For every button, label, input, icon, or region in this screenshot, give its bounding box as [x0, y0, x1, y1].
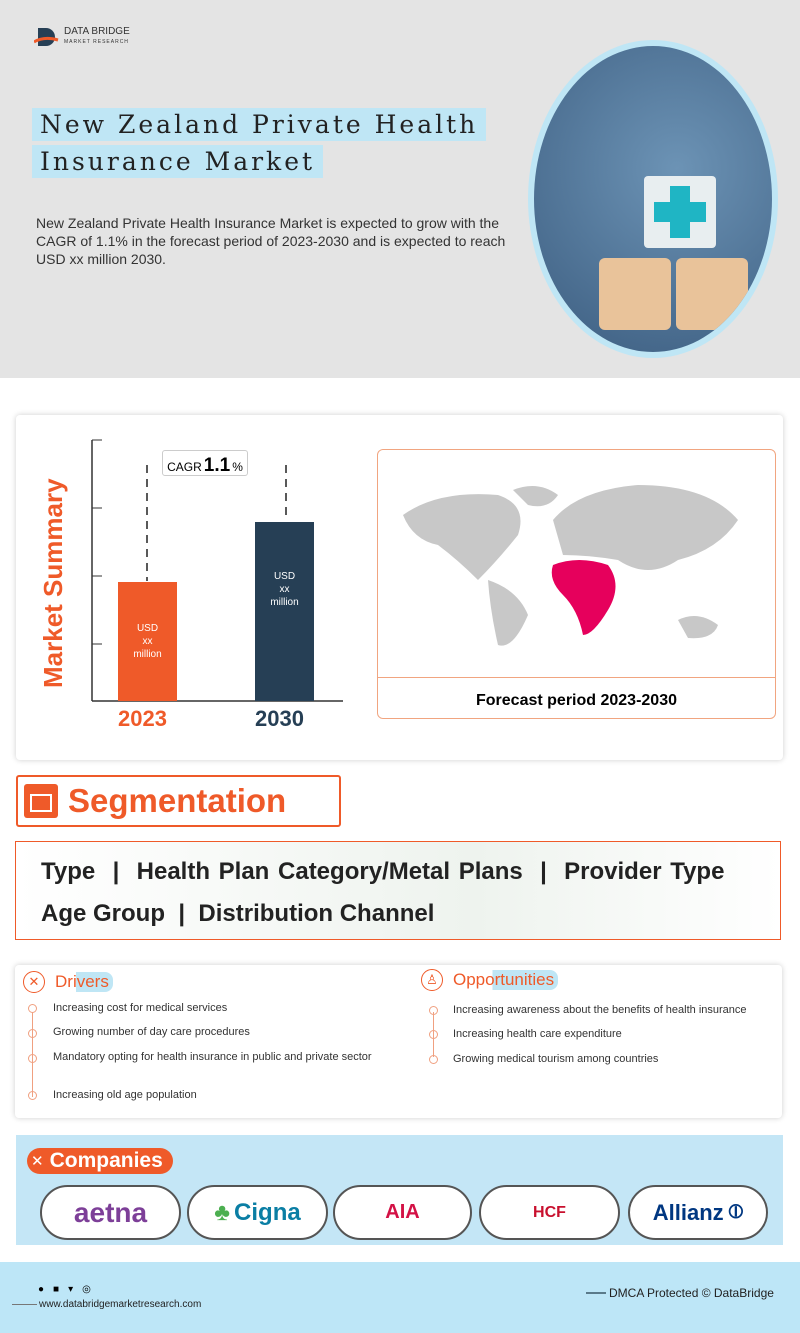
- bar-2030: [255, 522, 314, 701]
- bar-label: USD: [273, 571, 296, 582]
- tree-icon: ♣: [214, 1198, 231, 1226]
- company-name: AIA: [385, 1201, 420, 1223]
- opportunity-item: Growing medical tourism among countries: [453, 1053, 659, 1065]
- separator: |: [112, 858, 120, 885]
- company-aetna[interactable]: [40, 1185, 181, 1240]
- cagr-value: 1.1: [203, 455, 231, 476]
- segment-provider-type: Provider Type: [564, 858, 725, 885]
- segmentation-header: [16, 775, 341, 827]
- companies-title: Companies: [49, 1149, 163, 1172]
- bar-label: million: [270, 597, 299, 608]
- tools-icon: ✕: [23, 971, 45, 993]
- medical-cross-icon: [644, 176, 716, 248]
- company-name: Cigna: [234, 1198, 301, 1226]
- market-description: New Zealand Private Health Insurance Market is expected to grow with the CAGR of 1.1% in the forecast period of 2023-2030 and is expected to reach USD xx million 2030.: [36, 215, 506, 267]
- logo[interactable]: [34, 22, 130, 52]
- page-title: [32, 108, 486, 178]
- companies-header: [27, 1148, 173, 1174]
- company-name: HCF: [533, 1203, 566, 1221]
- segment-distribution-channel: Distribution Channel: [198, 900, 435, 927]
- company-name: Allianz: [652, 1199, 724, 1225]
- opportunity-item: Increasing awareness about the benefits of health insurance: [453, 1004, 747, 1016]
- facebook-icon[interactable]: ■: [53, 1284, 60, 1295]
- market-summary-label: Market Summary: [38, 478, 68, 688]
- driver-item: Growing number of day care procedures: [53, 1026, 250, 1038]
- company-hcf[interactable]: [479, 1185, 620, 1240]
- social-links: [38, 1284, 91, 1295]
- opportunity-item: Increasing health care expenditure: [453, 1028, 622, 1040]
- bar-label: xx: [279, 584, 290, 595]
- company-cigna[interactable]: [187, 1185, 328, 1240]
- blood-drop-block-icon: [676, 258, 748, 330]
- drivers-header: [23, 971, 113, 993]
- whatsapp-icon[interactable]: ●: [38, 1284, 45, 1295]
- hand-person-icon: ♙: [421, 969, 443, 991]
- bullet-icon: [28, 1004, 37, 1013]
- drivers-title: Drivers: [51, 972, 113, 992]
- cagr-unit: %: [232, 460, 243, 474]
- bar-label: million: [133, 649, 162, 660]
- separator: |: [540, 858, 547, 885]
- year-2030: 2030: [255, 706, 304, 731]
- bullet-icon: [429, 1055, 438, 1064]
- bar-2023: [118, 582, 177, 701]
- website-link[interactable]: www.databridgemarketresearch.com: [39, 1299, 202, 1310]
- logo-icon: [34, 22, 60, 52]
- world-map: [378, 450, 775, 672]
- year-2023: 2023: [118, 706, 167, 731]
- bullet-icon: [28, 1091, 37, 1100]
- store-icon: [24, 784, 58, 818]
- forecast-period: Forecast period 2023-2030: [378, 677, 775, 723]
- company-allianz[interactable]: [628, 1185, 768, 1240]
- cagr-label: CAGR: [167, 460, 202, 474]
- opportunities-title: Opportunities: [449, 970, 558, 990]
- segmentation-box: [15, 841, 781, 940]
- bullet-icon: [429, 1030, 438, 1039]
- driver-item: Mandatory opting for health insurance in public and private sector: [53, 1051, 372, 1063]
- brain-block-icon: [599, 258, 671, 330]
- bar-label: USD: [136, 623, 159, 634]
- separator: |: [178, 900, 186, 927]
- driver-item: Increasing cost for medical services: [53, 1002, 228, 1014]
- driver-item: Increasing old age population: [53, 1089, 197, 1101]
- segment-type: Type: [41, 858, 96, 885]
- instagram-icon[interactable]: ◎: [82, 1284, 91, 1295]
- dmca-notice: DMCA Protected © DataBridge: [609, 1286, 774, 1300]
- segmentation-title: Segmentation: [68, 782, 287, 819]
- company-name: aetna: [73, 1196, 148, 1228]
- twitter-icon[interactable]: ▾: [68, 1284, 74, 1295]
- allianz-logo-icon: ⦶: [728, 1201, 744, 1223]
- logo-sub: MARKET RESEARCH: [64, 39, 129, 45]
- cagr-badge: [162, 450, 248, 476]
- segment-age-group: Age Group: [41, 900, 165, 927]
- title-line-2: Insurance Market: [32, 145, 323, 178]
- opportunities-header: [421, 969, 558, 991]
- company-aia[interactable]: [333, 1185, 472, 1240]
- title-line-1: New Zealand Private Health: [32, 108, 486, 141]
- bullet-icon: [28, 1029, 37, 1038]
- tools-icon: ✕: [31, 1153, 44, 1170]
- bullet-icon: [429, 1006, 438, 1015]
- world-map-panel: [377, 449, 776, 719]
- hero-image: [528, 40, 778, 358]
- segment-health-plan: Health Plan Category/Metal Plans: [136, 858, 523, 885]
- bar-label: xx: [142, 636, 153, 647]
- bullet-icon: [28, 1054, 37, 1063]
- logo-name: DATA BRIDGE: [64, 26, 130, 37]
